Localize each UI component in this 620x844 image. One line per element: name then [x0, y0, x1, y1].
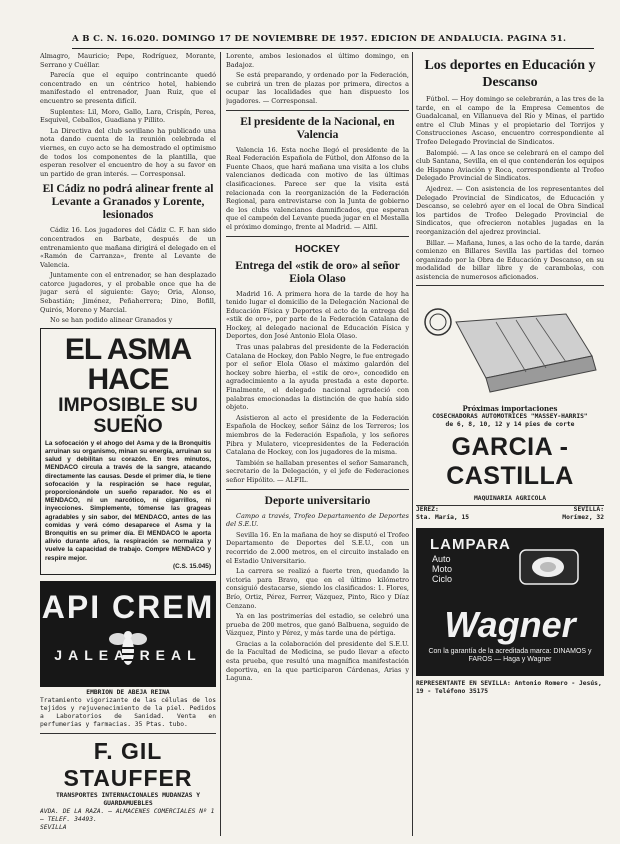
paragraph: Se está preparando, y ordenado por la Federación, se cubrirá un tren de plazas por primera, directos a ocupar las localidades que han dispuesto los jugadores. — Corresponsal. [226, 71, 409, 105]
paragraph: Sevilla 16. En la mañana de hoy se disputó el Trofeo Departamento de Deportes del S.E.U., con un recorrido de 2.000 metros, en el circuito instalado en el Estadio Universitario. [226, 530, 409, 565]
paragraph: Parecía que el equipo contrincante quedó concentrado en un céntrico hotel, habiendo manifestado el entrenador, Juan Ruiz, que el encuentro se presenta difícil. [40, 71, 216, 105]
article-headline: Los deportes en Educación y Descanso [424, 58, 596, 90]
divider [226, 110, 409, 111]
paragraph: Gracias a la colaboración del presidente del S.E.U. de la Facultad de Medicina, se pudo llevar a efecto esta prueba, que resultó una magnífica manifestación deportiva, en la que participaron Cárdenas, Arias y Laguna. [226, 639, 409, 683]
wagner-ad [416, 528, 604, 676]
divider [226, 236, 409, 237]
article-subheadline: Campo a través, Trofeo Departamento de Deportes del S.E.U. [226, 511, 409, 529]
column-rule [412, 52, 413, 836]
ad-heading: LAMPARA [430, 536, 511, 554]
ad-address: Sta. María, 15 [416, 514, 470, 522]
paragraph: Tras unas palabras del presidente de la Federación Catalana de Hockey, don Pablo Negre, le fue entregado por el señor Elola Olaso el máximo galardón del hockey sobre hierba, el «stik de oro», concedido en agradecimiento a la ayuda prestada a este deporte. Finalmente, el delegado nacional agradeció con palabras emocionadas la distinción de que había sido objeto. [226, 343, 409, 412]
ad-representative: REPRESENTANTE EN SEVILLA: Antonio Romero - Jesús, 19 - Teléfono 35175 [416, 680, 602, 696]
article-headline: Deporte universitario [264, 494, 371, 507]
ad-body: Tratamiento vigorizante de las células de los tejidos y rejuvenecimiento de la piel. Pedidos a Laboratorios de Sanidad. Venta en perfumerías y farmacias. 35 Ptas. tubo. [40, 697, 216, 729]
harvester-illustration [416, 292, 604, 400]
ad-address: AVDA. DE LA RAZA. — ALMACENES COMERCIALES Nº 1 — TELEF. 34493. [40, 808, 215, 824]
ad-brand: Wagner [444, 604, 576, 646]
ad-kicker: Próximas importaciones [462, 404, 558, 414]
ad-product-lines: Auto Moto Ciclo [432, 554, 453, 585]
paragraph: Valencia 16. Esta noche llegó el presidente de la Real Federación Española de Fútbol, don Alfonso de la Fuente Chaos, que hará mañana una visita a los clubs valencianos dedicada con motivo de las últimas clasificaciones. Parece ser que la visita está relacionada con la reorganización de la Federación Regional, para entrevistarse con la Junta de gobierno de los clubs valencianos damnificados, que esperan que el campeón del Levante pueda jugar en el Mestalla el próximo domingo, frente al Madrid. — Alfil. [226, 145, 409, 231]
column-rule [220, 52, 221, 836]
paragraph: No se han podido alinear Granados y [50, 316, 173, 325]
section-label: HOCKEY [295, 242, 340, 255]
ad-subtitle: MAQUINARIA AGRICOLA [416, 495, 604, 506]
ad-subheadline: IMPOSIBLE SU SUEÑO [58, 393, 198, 437]
article-headline: Entrega del «stik de oro» al señor Eiola Olaso [235, 259, 400, 285]
lamp-icon [512, 542, 592, 592]
apicrem-ad [40, 581, 216, 687]
paragraph: La carrera se realizó a fuerte tren, quedando la victoria para Bravo, que en el último kilómetro consiguió destacarse, siendo los clasificados: 1. Flores, Brío, Ortiz, Pérez, Ferrer, Vázquez, Pinto, Rico y Díaz Cenzano. [226, 567, 409, 610]
paragraph: Ya en las postrimerías del estadio, se celebró una prueba de 200 metros, que ganó Balbuena, seguido de Vázquez, Pinto y Pérez, y más tarde una de pértiga. [226, 612, 409, 638]
divider [416, 285, 604, 286]
ad-city: SEVILLA [40, 824, 67, 832]
ad-addresses [416, 514, 604, 522]
divider [226, 489, 409, 490]
paragraph: Cádiz 16. Los jugadores del Cádiz C. F. han sido concentrados en Barbate, después de un entrenamiento que mañana dirigirá el delegado en el «Ramón de Carranza», frente al Levante de Valencia. [40, 226, 216, 269]
paragraph: Suplentes: Lil, Moro, Gallo, Lara, Crispín, Perea, Esquivel, Ceballos, Guadiana y Pillito. [40, 107, 216, 125]
ad-subtitle: JALEA REAL [54, 647, 202, 664]
ad-city: SEVILLA: [573, 506, 604, 514]
column-middle [226, 52, 409, 836]
divider [40, 733, 216, 734]
paragraph: Madrid 16. A primera hora de la tarde de hoy ha tenido lugar el domicilio de la Delegación Nacional de Educación Física y Deportes el acto de la entrega del «stik de oro», por parte de la Federación Catalana de Hockey, al delegado nacional de Educación Física y Deportes, don José Antonio Elola Olaso. [226, 289, 409, 341]
column-right [416, 52, 604, 836]
ad-caption: EMBRION DE ABEJA REINA [86, 689, 170, 697]
ad-subtitle: TRANSPORTES INTERNACIONALES MUDANZAS Y GUARDAMUEBLES [55, 792, 201, 808]
ad-sizes: de 6, 8, 10, 12 y 14 pies de corte [445, 421, 575, 429]
paragraph: Billar. — Mañana, lunes, a las ocho de la tarde, darán comienzo en Billares Sevilla las partidas del torneo organizado por la Obra de Educación y Descanso, en su modalidad de billar libre y de carambolas, con asistencia de numerosos aficionados. [416, 238, 604, 281]
mendaco-ad [40, 328, 216, 575]
article-headline: El presidente de la Nacional, en Valencia [240, 115, 395, 141]
ad-headline: EL ASMA HACE [64, 332, 192, 396]
paragraph: Ajedrez. — Con asistencia de los representantes del Delegado Provincial de Sindicatos, de Educación y Descanso, se celebró ayer en el local de Obra Sindical los partidos de Trofeo Delegado Provincial de Sindicatos, que ofrecieron notables jugadas en la reorganización del ajedrez provincial. [416, 184, 604, 236]
ad-brand: API CREM [41, 589, 215, 626]
ad-registration: (C.S. 15.045) [172, 562, 211, 570]
paragraph: Almagro, Mauricio; Pepe, Rodríguez, Morante, Serrano y Cuéllar. [40, 52, 216, 69]
paragraph: Balompié. — A las once se celebrará en el campo del club Santana, Sevilla, en el que contenderán los equipos de Hispano Aviación y Roca, correspondiente al Trofeo Delegado Provincial de Sindicatos. [416, 148, 604, 183]
paragraph: Juntamente con el entrenador, se han desplazado catorce jugadores, y el probable once que ha de jugar será el siguiente: Gayo; Oria, Alonso, Sebastián; Jiménez, Peñaherrera; Dino, Bofill, Quirós, Moreno y Marcial. [40, 271, 216, 314]
article-headline: El Cádiz no podrá alinear frente al Levante a Granados y Lorente, lesionados [42, 183, 214, 222]
stauffer-ad-title: F. GIL STAUFFER [63, 738, 193, 792]
ad-address: Morímez, 32 [562, 514, 604, 522]
column-left [40, 52, 216, 836]
paragraph: También se hallaban presentes el señor Samaranch, secretario de la Delegación, y el jefe de Federaciones señor Hipólito. — ALFIL. [226, 458, 409, 484]
ad-body: Con la garantía de la acreditada marca: DINAMOS y FAROS — Haga y Wagner [428, 648, 592, 664]
page-header: A B C. N. 16.020. DOMINGO 17 DE NOVIEMBRE DE 1957. EDICION DE ANDALUCIA. PAGINA 51. [72, 34, 594, 49]
ad-city: JEREZ: [416, 506, 439, 514]
ad-product: COSECHADORAS AUTOMOTRICES "MASSEY-HARRIS" [432, 413, 588, 421]
ad-body: La sofocación y el ahogo del Asma y de la Bronquitis arruinan su organismo, minan su energía, arruinan su salud y debilitan su corazón. En tres minutos, MENDACO circula a través de la sangre, atacando directamente las causas. Desde el primer día, le tiene sofocación y la respiración se hace regular, proporcionándole un sueño reparador. No es el MENDACO, ni un narcótico, ni cigarrillos, ni inyecciones. Simplemente, tómense las grageas agradables y sin sabor, del MENDACO, antes de las comidas y verá cómo desaparece el Asma y la Bronquitis en su primer día. El MENDACO le aporta alivio durante años, la respiración se normaliza y vuelve la capacidad de trabajo. Compre MENDACO y respire mejor. [45, 439, 211, 562]
paragraph: Lorente, ambos lesionados el último domingo, en Badajoz. [226, 52, 409, 69]
garcia-castilla-brand: GARCIA - CASTILLA [446, 433, 574, 491]
paragraph: La Directiva del club sevillano ha publicado una nota dando cuenta de la reunión celebrada el viernes, en cuyo acto se ha demostrado el optimismo de todos los componentes de la plantilla, que esperan resolver el encuentro de hoy a su favor en un partido de gran interés. — Corresponsal. [40, 126, 216, 178]
paragraph: Fútbol. — Hoy domingo se celebrarán, a las tres de la tarde, en el campo de la Empresa Cementos de Guadalcanal, en Villanueva del Río y Minas, el partido entre el Club Minas y el propietario del Torrijos y Construcciones Ascaso, encuentro correspondiente al Trofeo Delegado Provincial de Sindicatos. [416, 95, 604, 146]
harvester-icon [416, 292, 604, 400]
paragraph: Asistieron al acto el presidente de la Federación Española de Hockey, señor Sáinz de los Terreros; los miembros de la Federación Española, y los señores Pibra y Mulatero, vicepresidentes de la Federación Catalana de Hockey, con los jugadores de la misma. [226, 413, 409, 457]
